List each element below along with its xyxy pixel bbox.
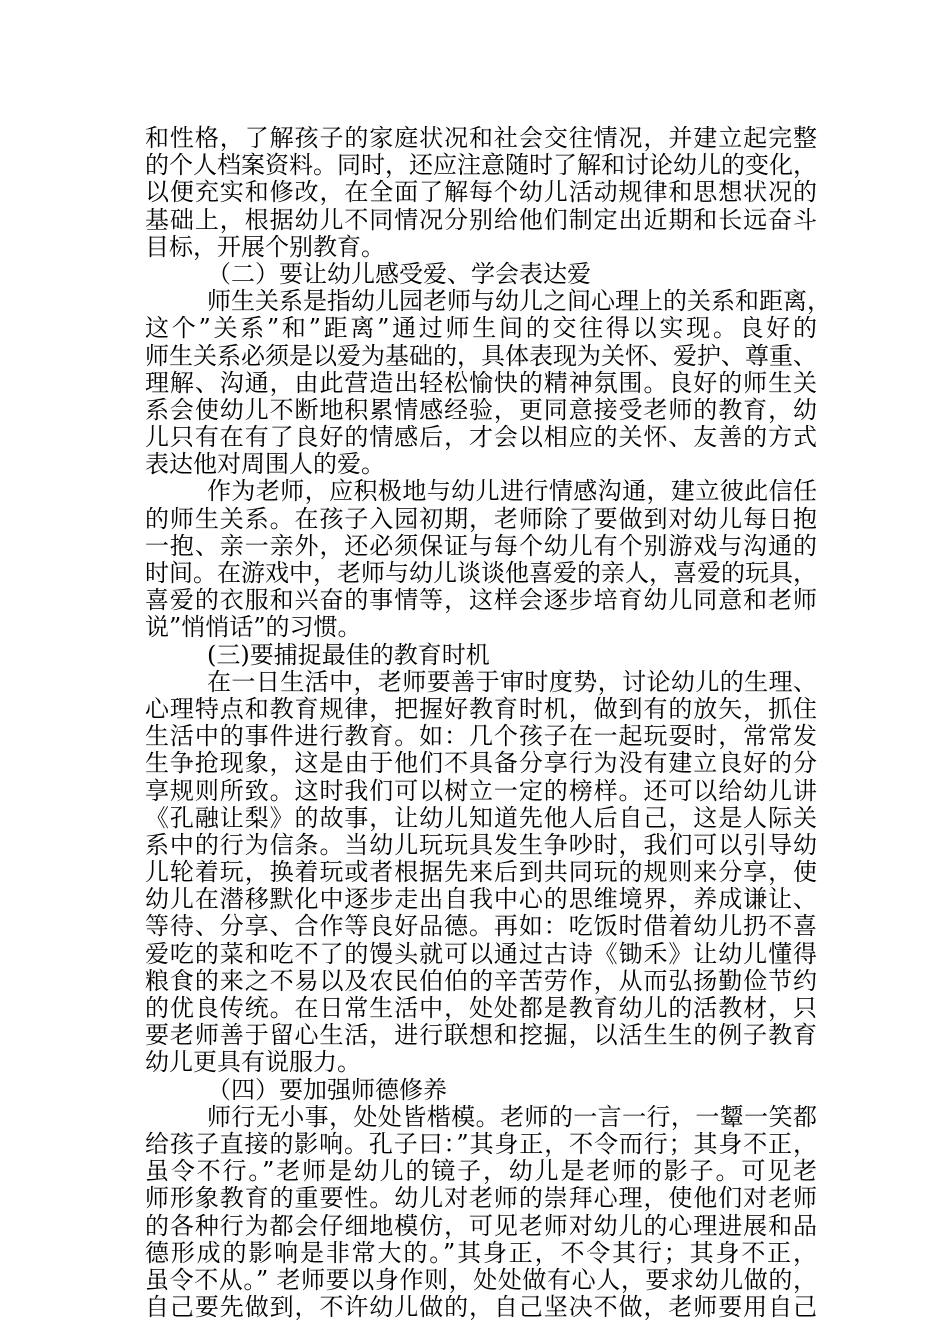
section-heading: （四）要加强师德修养 xyxy=(207,1075,447,1104)
text-line: 自己要先做到，不许幼儿做的，自己坚决不做，老师要用自己 xyxy=(145,1293,817,1322)
text-line: 要老师善于留心生活，进行联想和挖掘，以活生生的例子教育 xyxy=(145,1021,817,1050)
text-line: 喜爱的衣服和兴奋的事情等，这样会逐步培育幼儿同意和老师 xyxy=(145,586,817,615)
text-line: 德形成的影响是非常大的。”其身正，不令其行；其身不正， xyxy=(145,1238,817,1267)
text-line: 系中的行为信条。当幼儿玩玩具发生争吵时，我们可以引导幼 xyxy=(145,830,817,859)
text-line: 师形象教育的重要性。幼儿对老师的崇拜心理，使他们对老师 xyxy=(145,1184,817,1213)
text-line: 幼儿在潜移默化中逐步走出自我中心的思维境界，养成谦让、 xyxy=(145,885,817,914)
text-line: 粮食的来之不易以及农民伯伯的辛苦劳作，从而弘扬勤俭节约 xyxy=(145,966,817,995)
text-line: 师生关系必须是以爱为基础的，具体表现为关怀、爱护、尊重、 xyxy=(145,341,817,370)
text-line: 生争抢现象，这是由于他们不具备分享行为没有建立良好的分 xyxy=(145,749,817,778)
section-heading: (三)要捕捉最佳的教育时机 xyxy=(207,640,490,669)
text-line: 等待、分享、合作等良好品德。再如：吃饭时借着幼儿扔不喜 xyxy=(145,912,817,941)
text-line: 的优良传统。在日常生活中，处处都是教育幼儿的活教材，只 xyxy=(145,994,817,1022)
text-line: 儿只有在有了良好的情感后，才会以相应的关怀、友善的方式 xyxy=(145,423,817,452)
text-line: 以便充实和修改，在全面了解每个幼儿活动规律和思想状况的 xyxy=(145,178,817,207)
text-line: 虽令不行。”老师是幼儿的镜子，幼儿是老师的影子。可见老 xyxy=(145,1157,817,1186)
text-line: 师行无小事，处处皆楷模。老师的一言一行，一颦一笑都 xyxy=(207,1102,817,1131)
body-text xyxy=(145,124,831,1322)
text-line: 系会使幼儿不断地积累情感经验，更同意接受老师的教育，幼 xyxy=(145,395,817,424)
text-line: 说”悄悄话”的习惯。 xyxy=(145,613,362,642)
text-line: 的师生关系。在孩子入园初期，老师除了要做到对幼儿每日抱 xyxy=(145,504,817,533)
text-line: 作为老师，应积极地与幼儿进行情感沟通，建立彼此信任 xyxy=(207,477,817,506)
text-line: 虽令不从。” 老师要以身作则，处处做有心人，要求幼儿做的， xyxy=(145,1265,817,1294)
text-line: 时间。在游戏中，老师与幼儿谈谈他喜爱的亲人，喜爱的玩具， xyxy=(145,559,817,587)
text-line: 心理特点和教育规律，把握好教育时机，做到有的放矢，抓住 xyxy=(145,694,817,723)
text-line: 《孔融让梨》的故事，让幼儿知道先他人后自己，这是人际关 xyxy=(145,803,817,832)
text-line: 这个”关系”和”距离”通过师生间的交往得以实现。良好的 xyxy=(145,314,817,343)
text-line: 理解、沟通，由此营造出轻松愉快的精神氛围。良好的师生关 xyxy=(145,368,817,397)
section-heading: （二）要让幼儿感受爱、学会表达爱 xyxy=(207,259,591,288)
text-line: 幼儿更具有说服力。 xyxy=(145,1048,361,1077)
text-line: 一抱、亲一亲外，还必须保证与每个幼儿有个别游戏与沟通的 xyxy=(145,531,817,560)
text-line: 儿轮着玩，换着玩或者根据先来后到共同玩的规则来分享，使 xyxy=(145,858,817,887)
text-line: 表达他对周围人的爱。 xyxy=(145,450,385,479)
text-line: 师生关系是指幼儿园老师与幼儿之间心理上的关系和距离， xyxy=(207,287,831,316)
text-line: 享规则所致。这时我们可以树立一定的榜样。还可以给幼儿讲 xyxy=(145,776,817,805)
text-line: 在一日生活中，老师要善于审时度势，讨论幼儿的生理、 xyxy=(207,667,817,696)
text-line: 目标，开展个别教育。 xyxy=(145,232,385,261)
text-line: 基础上，根据幼儿不同情况分别给他们制定出近期和长远奋斗 xyxy=(145,205,817,234)
text-line: 的个人档案资料。同时，还应注意随时了解和讨论幼儿的变化， xyxy=(145,151,817,180)
text-line: 给孩子直接的影响。孔子曰：”其身正，不令而行；其身不正， xyxy=(145,1129,817,1158)
text-line: 的各种行为都会仔细地模仿，可见老师对幼儿的心理进展和品 xyxy=(145,1211,817,1240)
text-line: 和性格，了解孩子的家庭状况和社会交往情况，并建立起完整 xyxy=(145,124,817,152)
text-line: 生活中的事件进行教育。如：几个孩子在一起玩耍时，常常发 xyxy=(145,722,817,751)
text-line: 爱吃的菜和吃不了的馒头就可以通过古诗《锄禾》让幼儿懂得 xyxy=(145,939,817,968)
